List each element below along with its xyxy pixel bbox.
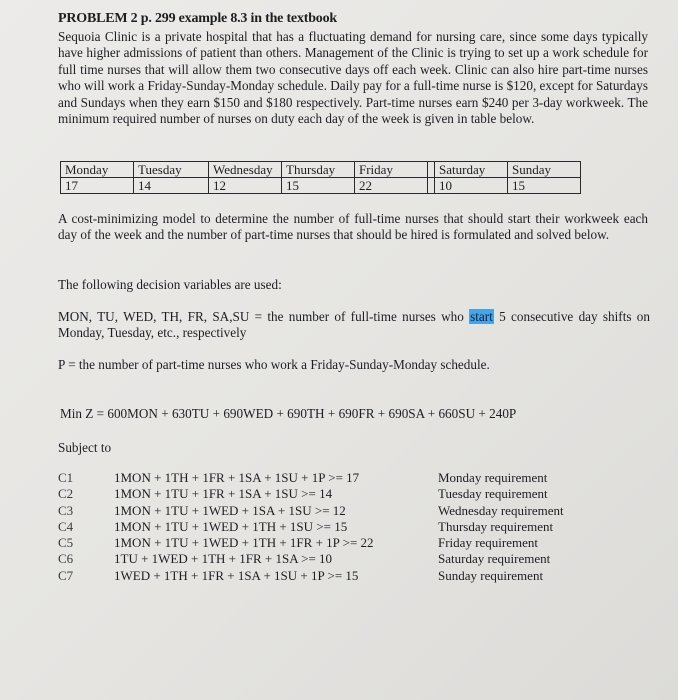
constraint-description: Saturday requirement bbox=[438, 551, 551, 567]
constraint-label: C1 bbox=[58, 470, 74, 485]
constraint-label: C5 bbox=[58, 535, 74, 551]
table-cell-day: Saturday bbox=[435, 162, 508, 178]
table-gap bbox=[428, 178, 435, 194]
constraint-label: C7 bbox=[58, 567, 74, 583]
table-cell-day: Friday bbox=[355, 162, 428, 178]
constraint-expression: 1MON + 1TU + 1WED + 1TH + 1FR + 1P >= 22 bbox=[114, 535, 374, 551]
constraint-description: Monday requirement bbox=[438, 470, 548, 485]
variable-definition-fulltime bbox=[58, 309, 650, 342]
table-cell-day: Sunday bbox=[508, 162, 581, 178]
table-cell-day: Thursday bbox=[282, 162, 355, 178]
constraint-label: C3 bbox=[58, 502, 74, 518]
table-cell-value: 12 bbox=[209, 178, 282, 194]
constraint-expression: 1MON + 1TU + 1FR + 1SA + 1SU >= 14 bbox=[114, 486, 333, 502]
constraint-expression: 1WED + 1TH + 1FR + 1SA + 1SU + 1P >= 15 bbox=[114, 567, 359, 583]
table-cell-value: 14 bbox=[134, 178, 209, 194]
table-cell-day: Tuesday bbox=[134, 162, 209, 178]
constraint-description: Sunday requirement bbox=[438, 567, 544, 583]
highlighted-word: start bbox=[470, 309, 493, 324]
constraint-label: C4 bbox=[58, 518, 74, 534]
problem-title: PROBLEM 2 p. 299 example 8.3 in the textbook bbox=[58, 11, 337, 26]
constraint-expression: 1TU + 1WED + 1TH + 1FR + 1SA >= 10 bbox=[114, 551, 333, 567]
constraint-expression: 1MON + 1TH + 1FR + 1SA + 1SU + 1P >= 17 bbox=[114, 470, 360, 485]
constraint-label: C2 bbox=[58, 486, 74, 502]
table-cell-day: Monday bbox=[61, 162, 134, 178]
constraint-label: C6 bbox=[58, 551, 74, 567]
table-cell-value: 22 bbox=[355, 178, 428, 194]
table-cell-value: 15 bbox=[282, 178, 355, 194]
table-cell-value: 15 bbox=[508, 178, 581, 194]
variable-definition-text: 5 consecutive day shifts on Monday, Tuesday, etc., respectively bbox=[58, 309, 650, 341]
variable-definition-parttime: P = the number of part-time nurses who work a Friday-Sunday-Monday schedule. bbox=[58, 357, 490, 372]
requirements-table bbox=[60, 161, 581, 194]
constraint-expression: 1MON + 1TU + 1WED + 1SA + 1SU >= 12 bbox=[114, 502, 346, 518]
table-cell-day: Wednesday bbox=[209, 162, 282, 178]
table-row-values bbox=[61, 178, 581, 194]
problem-intro: Sequoia Clinic is a private hospital that has a fluctuating demand for nursing care, since some days typically have higher admissions of patient than others. Management of the Clinic is trying to set up a work schedule for full time nurses that will allow them two consecutive days off each week. Clinic can also hire part-time nurses who will work a Friday-Sunday-Monday schedule. Daily pay for a full-time nurse is $120, except for Saturdays and Sundays when they earn $150 and $180 respectively. Part-time nurses earn $240 per 3-day workweek. The minimum required number of nurses on duty each day of the week is given in table below. bbox=[58, 29, 648, 127]
table-row-days bbox=[61, 162, 581, 178]
constraint-description: Wednesday requirement bbox=[438, 502, 564, 518]
decision-variables-intro: The following decision variables are used: bbox=[58, 277, 282, 292]
constraint-description: Friday requirement bbox=[438, 535, 538, 551]
constraint-description: Tuesday requirement bbox=[438, 486, 548, 502]
subject-to-label: Subject to bbox=[58, 440, 112, 455]
objective-function: Min Z = 600MON + 630TU + 690WED + 690TH + 690FR + 690SA + 660SU + 240P bbox=[60, 406, 517, 421]
constraint-description: Thursday requirement bbox=[438, 518, 554, 534]
constraint-expression: 1MON + 1TU + 1WED + 1TH + 1SU >= 15 bbox=[114, 518, 348, 534]
table-cell-value: 10 bbox=[435, 178, 508, 194]
variable-definition-text: MON, TU, WED, TH, FR, SA,SU = the number of full-time nurses who bbox=[58, 309, 470, 324]
table-gap bbox=[428, 162, 435, 178]
model-description: A cost-minimizing model to determine the number of full-time nurses that should start their workweek each day of the week and the number of part-time nurses that should be hired is formulated and solved below. bbox=[58, 211, 648, 243]
table-cell-value: 17 bbox=[61, 178, 134, 194]
